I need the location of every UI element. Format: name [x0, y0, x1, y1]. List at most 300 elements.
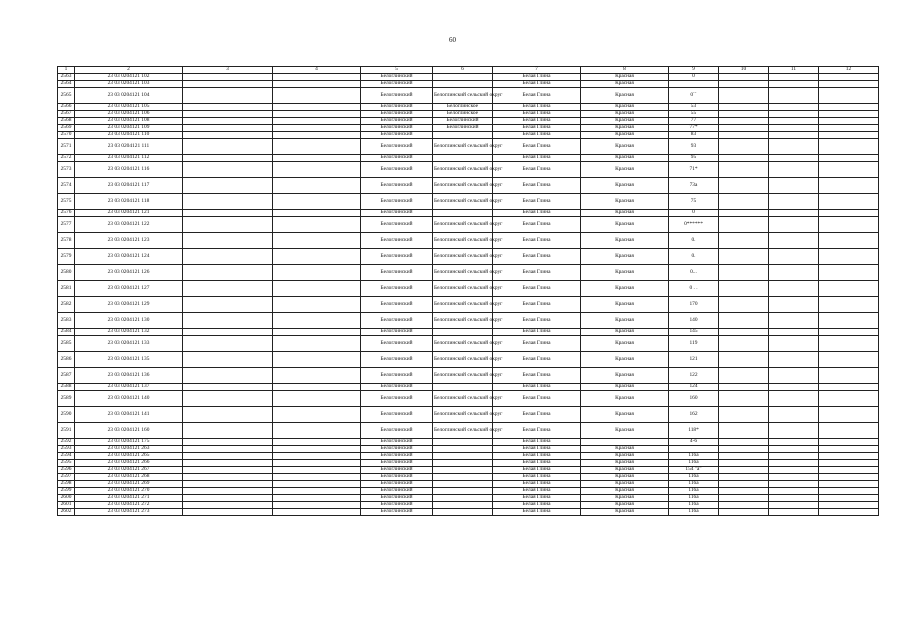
empty-cell	[769, 474, 819, 481]
code-cell: 23 03 0204121 141	[75, 407, 183, 423]
street-cell: Красная	[581, 329, 669, 336]
column-header: 12	[819, 67, 879, 74]
empty-cell	[183, 88, 273, 104]
empty-cell	[183, 509, 273, 516]
district-cell: Белоглинский	[361, 194, 433, 210]
locality-cell: Белая Глина	[493, 118, 581, 125]
empty-cell	[769, 210, 819, 217]
empty-cell	[769, 460, 819, 467]
house-cell: 116а	[669, 460, 719, 467]
empty-cell	[769, 265, 819, 281]
row-number-cell: 2588	[58, 384, 75, 391]
house-cell: 116а	[669, 474, 719, 481]
empty-cell	[819, 249, 879, 265]
empty-cell	[819, 502, 879, 509]
empty-cell	[273, 111, 361, 118]
locality-cell: Белая Глина	[493, 74, 581, 81]
empty-cell	[769, 352, 819, 368]
empty-cell	[719, 460, 769, 467]
house-cell: 0	[669, 210, 719, 217]
column-header: 7	[493, 67, 581, 74]
street-cell: Красная	[581, 502, 669, 509]
empty-cell	[769, 488, 819, 495]
empty-cell	[719, 74, 769, 81]
empty-cell	[719, 446, 769, 453]
house-cell: 116а	[669, 495, 719, 502]
empty-cell	[769, 233, 819, 249]
table-row	[58, 313, 879, 329]
house-cell: 93	[669, 139, 719, 155]
street-cell: Красная	[581, 233, 669, 249]
empty-cell	[819, 481, 879, 488]
street-cell: Красная	[581, 88, 669, 104]
row-number-cell: 2571	[58, 139, 75, 155]
street-cell: Красная	[581, 118, 669, 125]
empty-cell	[769, 104, 819, 111]
empty-cell	[719, 139, 769, 155]
district-cell: Белоглинский	[361, 155, 433, 162]
locality-cell: Белая Глина	[493, 453, 581, 460]
street-cell: Красная	[581, 178, 669, 194]
empty-cell	[273, 336, 361, 352]
empty-cell	[719, 453, 769, 460]
empty-cell	[819, 233, 879, 249]
empty-cell	[273, 488, 361, 495]
table-row	[58, 474, 879, 481]
column-header: 10	[719, 67, 769, 74]
empty-cell	[719, 509, 769, 516]
row-number-cell: 2582	[58, 297, 75, 313]
empty-cell	[273, 495, 361, 502]
table-row	[58, 178, 879, 194]
district-cell: Белоглинский	[361, 104, 433, 111]
empty-cell	[719, 297, 769, 313]
table-row	[58, 139, 879, 155]
street-cell: Красная	[581, 352, 669, 368]
empty-cell	[769, 139, 819, 155]
settlement-cell: Белоглинский сельский округ	[433, 249, 493, 265]
code-cell: 23 03 0204121 123	[75, 233, 183, 249]
empty-cell	[719, 81, 769, 88]
settlement-cell	[433, 467, 493, 474]
settlement-cell	[433, 453, 493, 460]
street-cell: Красная	[581, 336, 669, 352]
code-cell: 23 03 0204121 130	[75, 313, 183, 329]
house-cell: 116а	[669, 502, 719, 509]
locality-cell: Белая Глина	[493, 509, 581, 516]
district-cell: Белоглинский	[361, 453, 433, 460]
empty-cell	[719, 313, 769, 329]
house-cell: 77	[669, 118, 719, 125]
district-cell: Белоглинский	[361, 88, 433, 104]
empty-cell	[769, 125, 819, 132]
empty-cell	[819, 118, 879, 125]
empty-cell	[769, 481, 819, 488]
district-cell: Белоглинский	[361, 297, 433, 313]
empty-cell	[183, 467, 273, 474]
empty-cell	[183, 488, 273, 495]
locality-cell: Белая Глина	[493, 336, 581, 352]
empty-cell	[273, 423, 361, 439]
table-row	[58, 460, 879, 467]
locality-cell: Белая Глина	[493, 481, 581, 488]
table-row	[58, 384, 879, 391]
district-cell: Белоглинский	[361, 132, 433, 139]
row-number-cell: 2598	[58, 481, 75, 488]
empty-cell	[183, 391, 273, 407]
code-cell: 23 03 0204121 106	[75, 111, 183, 118]
empty-cell	[819, 439, 879, 446]
empty-cell	[183, 446, 273, 453]
empty-cell	[273, 210, 361, 217]
locality-cell: Белая Глина	[493, 439, 581, 446]
empty-cell	[819, 194, 879, 210]
house-cell: 140	[669, 313, 719, 329]
house-cell: 116а	[669, 509, 719, 516]
settlement-cell	[433, 460, 493, 467]
column-header: 4	[273, 67, 361, 74]
table-row	[58, 453, 879, 460]
empty-cell	[273, 104, 361, 111]
street-cell: Красная	[581, 384, 669, 391]
code-cell: 23 03 0204121 105	[75, 104, 183, 111]
code-cell: 23 03 0204121 266	[75, 460, 183, 467]
column-header: 2	[75, 67, 183, 74]
locality-cell: Белая Глина	[493, 265, 581, 281]
locality-cell: Белая Глина	[493, 281, 581, 297]
district-cell: Белоглинский	[361, 265, 433, 281]
code-cell: 23 03 0204121 118	[75, 194, 183, 210]
row-number-cell: 2563	[58, 74, 75, 81]
street-cell: Красная	[581, 488, 669, 495]
row-number-cell: 2569	[58, 125, 75, 132]
empty-cell	[769, 155, 819, 162]
settlement-cell: Белоглинский сельский округ	[433, 281, 493, 297]
district-cell: Белоглинский	[361, 81, 433, 88]
empty-cell	[183, 210, 273, 217]
street-cell: Красная	[581, 460, 669, 467]
empty-cell	[769, 118, 819, 125]
code-cell: 23 03 0204121 263	[75, 446, 183, 453]
empty-cell	[769, 249, 819, 265]
table-row	[58, 155, 879, 162]
table-row	[58, 74, 879, 81]
empty-cell	[183, 297, 273, 313]
empty-cell	[183, 233, 273, 249]
house-cell: 154 "а"	[669, 467, 719, 474]
empty-cell	[273, 81, 361, 88]
empty-cell	[719, 336, 769, 352]
empty-cell	[273, 384, 361, 391]
district-cell: Белоглинский	[361, 481, 433, 488]
empty-cell	[769, 162, 819, 178]
empty-cell	[183, 352, 273, 368]
settlement-cell	[433, 439, 493, 446]
locality-cell: Белая Глина	[493, 352, 581, 368]
table-row	[58, 336, 879, 352]
code-cell: 23 03 0204121 272	[75, 502, 183, 509]
row-number-cell: 2579	[58, 249, 75, 265]
locality-cell: Белая Глина	[493, 488, 581, 495]
district-cell: Белоглинский	[361, 446, 433, 453]
empty-cell	[819, 352, 879, 368]
district-cell: Белоглинский	[361, 125, 433, 132]
empty-cell	[719, 249, 769, 265]
empty-cell	[273, 439, 361, 446]
empty-cell	[183, 74, 273, 81]
table-row	[58, 509, 879, 516]
column-header: 8	[581, 67, 669, 74]
house-cell: 83	[669, 132, 719, 139]
district-cell: Белоглинский	[361, 162, 433, 178]
house-cell: 121	[669, 352, 719, 368]
empty-cell	[183, 162, 273, 178]
street-cell: Красная	[581, 281, 669, 297]
empty-cell	[719, 233, 769, 249]
street-cell: Красная	[581, 194, 669, 210]
district-cell: Белоглинский	[361, 74, 433, 81]
row-number-cell: 2576	[58, 210, 75, 217]
table-row	[58, 391, 879, 407]
empty-cell	[183, 336, 273, 352]
house-cell: 119	[669, 336, 719, 352]
row-number-cell: 2580	[58, 265, 75, 281]
empty-cell	[819, 495, 879, 502]
empty-cell	[819, 88, 879, 104]
empty-cell	[819, 81, 879, 88]
house-cell: 0``	[669, 88, 719, 104]
empty-cell	[183, 495, 273, 502]
house-cell: 0******	[669, 217, 719, 233]
district-cell: Белоглинский	[361, 368, 433, 384]
house-cell: 124	[669, 384, 719, 391]
row-number-cell: 2599	[58, 488, 75, 495]
table-row	[58, 439, 879, 446]
locality-cell: Белая Глина	[493, 313, 581, 329]
empty-cell	[819, 509, 879, 516]
settlement-cell: Белоглинский сельский округ	[433, 194, 493, 210]
code-cell: 23 03 0204121 109	[75, 125, 183, 132]
settlement-cell: Белоглинский сельский округ	[433, 297, 493, 313]
code-cell: 23 03 0204121 117	[75, 178, 183, 194]
header-row	[58, 67, 879, 74]
district-cell: Белоглинский	[361, 460, 433, 467]
code-cell: 23 03 0204121 102	[75, 74, 183, 81]
empty-cell	[769, 453, 819, 460]
settlement-cell: Белоглинский сельский округ	[433, 178, 493, 194]
locality-cell: Белая Глина	[493, 249, 581, 265]
code-cell: 23 03 0204121 111	[75, 139, 183, 155]
row-number-cell: 2597	[58, 474, 75, 481]
settlement-cell	[433, 81, 493, 88]
table-body	[58, 74, 879, 516]
locality-cell: Белая Глина	[493, 423, 581, 439]
street-cell: Красная	[581, 297, 669, 313]
table-row	[58, 132, 879, 139]
settlement-cell	[433, 384, 493, 391]
street-cell: Красная	[581, 481, 669, 488]
empty-cell	[183, 439, 273, 446]
settlement-cell: Белоглинский сельский округ	[433, 313, 493, 329]
empty-cell	[183, 407, 273, 423]
empty-cell	[273, 391, 361, 407]
empty-cell	[819, 391, 879, 407]
settlement-cell	[433, 210, 493, 217]
house-cell: 77*	[669, 125, 719, 132]
empty-cell	[769, 423, 819, 439]
empty-cell	[273, 265, 361, 281]
code-cell: 23 03 0204121 137	[75, 384, 183, 391]
row-number-cell: 2590	[58, 407, 75, 423]
locality-cell: Белая Глина	[493, 111, 581, 118]
empty-cell	[769, 81, 819, 88]
empty-cell	[183, 265, 273, 281]
row-number-cell: 2600	[58, 495, 75, 502]
table-row	[58, 446, 879, 453]
locality-cell: Белая Глина	[493, 132, 581, 139]
empty-cell	[719, 88, 769, 104]
code-cell: 23 03 0204121 132	[75, 329, 183, 336]
table-row	[58, 265, 879, 281]
empty-cell	[183, 194, 273, 210]
settlement-cell	[433, 474, 493, 481]
code-cell: 23 03 0204121 103	[75, 81, 183, 88]
registry-table	[57, 66, 879, 516]
code-cell: 23 03 0204121 135	[75, 352, 183, 368]
street-cell: Красная	[581, 407, 669, 423]
locality-cell: Белая Глина	[493, 297, 581, 313]
row-number-cell: 2577	[58, 217, 75, 233]
house-cell: 118*	[669, 423, 719, 439]
locality-cell: Белая Глина	[493, 329, 581, 336]
house-cell: 170	[669, 297, 719, 313]
code-cell: 23 03 0204121 122	[75, 217, 183, 233]
code-cell: 23 03 0204121 136	[75, 368, 183, 384]
row-number-cell: 2587	[58, 368, 75, 384]
empty-cell	[719, 488, 769, 495]
empty-cell	[769, 336, 819, 352]
locality-cell: Белая Глина	[493, 384, 581, 391]
empty-cell	[819, 217, 879, 233]
street-cell: Красная	[581, 265, 669, 281]
row-number-cell: 2575	[58, 194, 75, 210]
row-number-cell: 2591	[58, 423, 75, 439]
empty-cell	[719, 111, 769, 118]
code-cell: 23 03 0204121 110	[75, 132, 183, 139]
house-cell: 0.	[669, 249, 719, 265]
settlement-cell: Белоглинский	[433, 118, 493, 125]
street-cell: Красная	[581, 74, 669, 81]
empty-cell	[273, 139, 361, 155]
empty-cell	[183, 368, 273, 384]
row-number-cell: 2573	[58, 162, 75, 178]
row-number-cell: 2567	[58, 111, 75, 118]
table-row	[58, 281, 879, 297]
table-row	[58, 495, 879, 502]
table-row	[58, 194, 879, 210]
settlement-cell: Белоглинский сельский округ	[433, 336, 493, 352]
table-row	[58, 297, 879, 313]
empty-cell	[273, 474, 361, 481]
code-cell: 23 03 0204121 127	[75, 281, 183, 297]
table-row	[58, 488, 879, 495]
empty-cell	[183, 249, 273, 265]
row-number-cell: 2589	[58, 391, 75, 407]
empty-cell	[719, 118, 769, 125]
empty-cell	[183, 423, 273, 439]
column-header: 5	[361, 67, 433, 74]
locality-cell: Белая Глина	[493, 233, 581, 249]
column-header: 6	[433, 67, 493, 74]
empty-cell	[183, 178, 273, 194]
empty-cell	[819, 104, 879, 111]
empty-cell	[819, 281, 879, 297]
empty-cell	[183, 329, 273, 336]
empty-cell	[819, 467, 879, 474]
empty-cell	[183, 474, 273, 481]
empty-cell	[273, 407, 361, 423]
code-cell: 23 03 0204121 133	[75, 336, 183, 352]
house-cell: 0	[669, 74, 719, 81]
empty-cell	[819, 162, 879, 178]
table-row	[58, 217, 879, 233]
locality-cell: Белая Глина	[493, 391, 581, 407]
district-cell: Белоглинский	[361, 178, 433, 194]
district-cell: Белоглинский	[361, 407, 433, 423]
empty-cell	[769, 391, 819, 407]
row-number-cell: 2601	[58, 502, 75, 509]
table-row	[58, 125, 879, 132]
empty-cell	[769, 111, 819, 118]
district-cell: Белоглинский	[361, 509, 433, 516]
district-cell: Белоглинский	[361, 313, 433, 329]
table-row	[58, 249, 879, 265]
district-cell: Белоглинский	[361, 217, 433, 233]
district-cell: Белоглинский	[361, 233, 433, 249]
code-cell: 23 03 0204121 140	[75, 391, 183, 407]
empty-cell	[273, 502, 361, 509]
empty-cell	[183, 139, 273, 155]
table-row	[58, 81, 879, 88]
code-cell: 23 03 0204121 160	[75, 423, 183, 439]
street-cell: Красная	[581, 313, 669, 329]
empty-cell	[719, 467, 769, 474]
house-cell: 162	[669, 407, 719, 423]
settlement-cell: Белоглинский сельский округ	[433, 88, 493, 104]
empty-cell	[769, 446, 819, 453]
settlement-cell: Белоглинский сельский округ	[433, 265, 493, 281]
house-cell: 73а	[669, 178, 719, 194]
street-cell: Красная	[581, 125, 669, 132]
empty-cell	[183, 111, 273, 118]
row-number-cell: 2595	[58, 460, 75, 467]
empty-cell	[183, 155, 273, 162]
column-header: 9	[669, 67, 719, 74]
empty-cell	[183, 217, 273, 233]
row-number-cell: 2570	[58, 132, 75, 139]
table-row	[58, 329, 879, 336]
district-cell: Белоглинский	[361, 210, 433, 217]
empty-cell	[273, 281, 361, 297]
empty-cell	[769, 132, 819, 139]
empty-cell	[273, 329, 361, 336]
empty-cell	[769, 467, 819, 474]
locality-cell: Белая Глина	[493, 88, 581, 104]
row-number-cell: 2593	[58, 446, 75, 453]
empty-cell	[273, 313, 361, 329]
table-row	[58, 88, 879, 104]
empty-cell	[769, 407, 819, 423]
